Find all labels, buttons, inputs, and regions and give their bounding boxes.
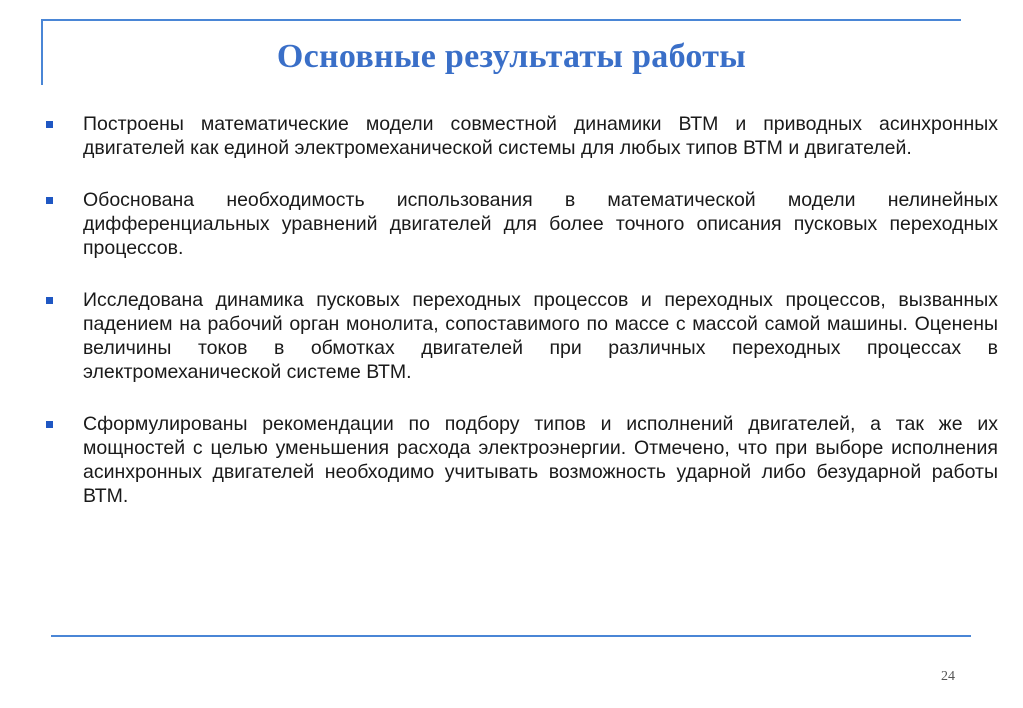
bullet-item	[46, 288, 998, 384]
frame-top-line	[41, 19, 961, 21]
square-bullet-icon	[46, 421, 53, 428]
frame-bottom-line	[51, 635, 971, 637]
bullet-item	[46, 188, 998, 260]
bullet-item	[46, 112, 998, 160]
page-number: 24	[941, 669, 955, 684]
bullet-text: Построены математические модели совместной динамики ВТМ и приводных асинхронных двигателей как единой электромеханической системы для любых типов ВТМ и двигателей.	[83, 113, 998, 159]
bullet-item	[46, 412, 998, 508]
slide-title: Основные результаты работы	[276, 38, 747, 75]
bullet-text: Исследована динамика пусковых переходных процессов и переходных процессов, вызванных падением на рабочий орган монолита, сопоставимого по массе с массой самой машины. Оценены величины токов в обмотках двигателей при различных переходных процессах в электромеханической системе ВТМ.	[83, 289, 998, 383]
bullet-list	[46, 112, 998, 536]
square-bullet-icon	[46, 297, 53, 304]
bullet-text: Сформулированы рекомендации по подбору типов и исполнений двигателей, а так же их мощностей с целью уменьшения расхода электроэнергии. Отмечено, что при выборе исполнения асинхронных двигателей необходимо учитывать возможность ударной либо безударной работы ВТМ.	[83, 413, 998, 507]
bullet-text: Обоснована необходимость использования в математической модели нелинейных дифференциальных уравнений двигателей для более точного описания пусковых переходных процессов.	[83, 189, 998, 259]
square-bullet-icon	[46, 121, 53, 128]
square-bullet-icon	[46, 197, 53, 204]
